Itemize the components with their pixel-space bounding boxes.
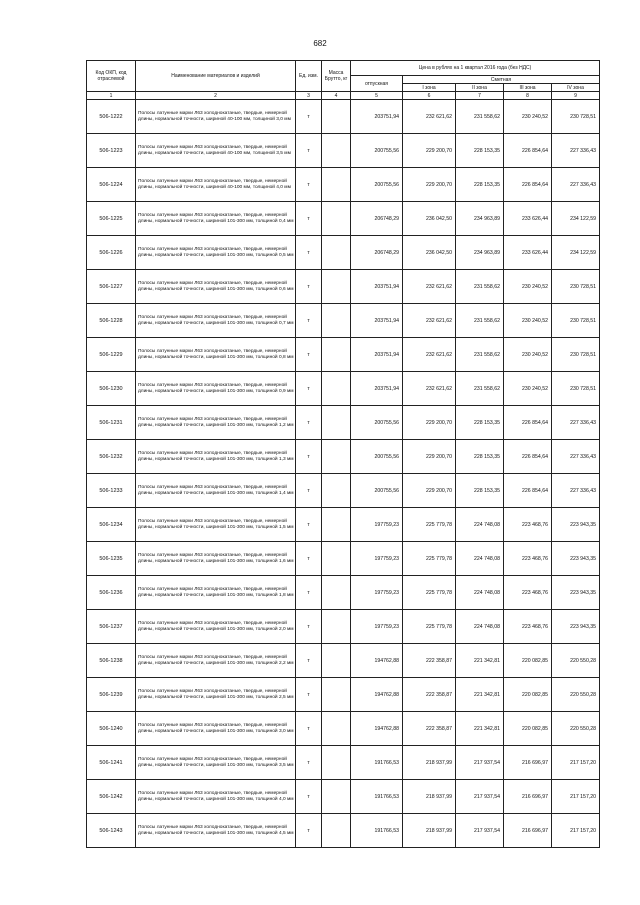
cell-price-zone-3: 220 082,85 [504,678,552,712]
cell-price-zone-2: 231 558,62 [456,372,504,406]
cell-price-zone-2: 224 748,08 [456,576,504,610]
col-header-price: Цена в рублях на 1 квартал 2016 года (без НДС) [351,61,600,76]
cell-code: 506-1240 [87,712,136,746]
cell-mass [322,406,351,440]
cell-mass [322,440,351,474]
col-header-zone-3: III зона [504,84,552,92]
table-row [87,678,600,712]
col-header-otpusk: отпускная [351,76,403,92]
cell-code: 506-1228 [87,304,136,338]
cell-unit: т [296,814,322,848]
cell-price-zone-4: 220 550,28 [552,644,600,678]
col-header-unit: Ед. изм. [296,61,322,92]
cell-price-otpusk: 203751,94 [351,338,403,372]
cell-price-zone-2: 221 342,81 [456,644,504,678]
cell-price-zone-2: 228 153,35 [456,440,504,474]
cell-price-zone-1: 232 621,62 [403,100,456,134]
cell-code: 506-1230 [87,372,136,406]
cell-price-zone-4: 217 157,20 [552,814,600,848]
cell-price-otpusk: 200755,56 [351,134,403,168]
cell-price-zone-1: 236 042,50 [403,236,456,270]
cell-price-zone-1: 232 621,62 [403,304,456,338]
cell-price-zone-3: 226 854,64 [504,440,552,474]
cell-price-zone-3: 233 626,44 [504,236,552,270]
cell-price-zone-3: 220 082,85 [504,644,552,678]
cell-price-zone-3: 223 468,76 [504,576,552,610]
cell-code: 506-1227 [87,270,136,304]
cell-price-otpusk: 206748,29 [351,202,403,236]
cell-name: Полосы латунные марки Л63 холоднокатаные, твердые, немерной длины, нормальной точности, шириной 101-300 мм, толщиной 1,3 мм [136,440,296,474]
cell-price-zone-4: 223 943,35 [552,576,600,610]
cell-name: Полосы латунные марки Л63 холоднокатаные, твердые, немерной длины, нормальной точности, шириной 101-300 мм, толщиной 0,9 мм [136,372,296,406]
cell-price-otpusk: 194762,88 [351,644,403,678]
col-header-mass: Масса Брутто, кг [322,61,351,92]
cell-name: Полосы латунные марки Л63 холоднокатаные, твердые, немерной длины, нормальной точности, шириной 101-300 мм, толщиной 0,6 мм [136,270,296,304]
cell-price-zone-2: 228 153,35 [456,134,504,168]
cell-name: Полосы латунные марки Л63 холоднокатаные, твердые, немерной длины, нормальной точности, шириной 40-100 мм, толщиной 3,5 мм [136,134,296,168]
cell-price-zone-2: 224 748,08 [456,610,504,644]
cell-price-zone-2: 228 153,35 [456,406,504,440]
cell-price-zone-2: 224 748,08 [456,542,504,576]
cell-code: 506-1224 [87,168,136,202]
cell-code: 506-1235 [87,542,136,576]
col-number: 6 [403,92,456,100]
cell-price-zone-4: 217 157,20 [552,780,600,814]
cell-mass [322,678,351,712]
cell-mass [322,610,351,644]
price-table [86,60,600,848]
cell-price-zone-2: 228 153,35 [456,474,504,508]
cell-name: Полосы латунные марки Л63 холоднокатаные, твердые, немерной длины, нормальной точности, шириной 101-300 мм, толщиной 1,2 мм [136,406,296,440]
cell-unit: т [296,440,322,474]
cell-price-zone-4: 227 336,43 [552,168,600,202]
table-row [87,338,600,372]
table-row [87,100,600,134]
cell-price-otpusk: 200755,56 [351,440,403,474]
cell-code: 506-1222 [87,100,136,134]
cell-price-otpusk: 203751,94 [351,100,403,134]
cell-mass [322,100,351,134]
table-row [87,236,600,270]
cell-mass [322,508,351,542]
cell-price-zone-1: 229 200,70 [403,168,456,202]
cell-price-zone-1: 225 779,78 [403,542,456,576]
col-header-zone-2: II зона [456,84,504,92]
col-number: 9 [552,92,600,100]
table-row [87,746,600,780]
cell-mass [322,712,351,746]
cell-mass [322,168,351,202]
cell-price-zone-3: 230 240,52 [504,100,552,134]
cell-mass [322,304,351,338]
cell-name: Полосы латунные марки Л63 холоднокатаные, твердые, немерной длины, нормальной точности, шириной 40-100 мм, толщиной 3,0 мм [136,100,296,134]
cell-price-zone-4: 227 336,43 [552,440,600,474]
cell-code: 506-1223 [87,134,136,168]
cell-price-zone-1: 218 937,99 [403,814,456,848]
cell-price-zone-1: 222 358,87 [403,712,456,746]
cell-unit: т [296,780,322,814]
cell-mass [322,338,351,372]
cell-price-zone-4: 227 336,43 [552,406,600,440]
table-row [87,474,600,508]
cell-price-zone-1: 236 042,50 [403,202,456,236]
col-number: 8 [504,92,552,100]
cell-price-otpusk: 203751,94 [351,372,403,406]
cell-price-zone-2: 228 153,35 [456,168,504,202]
cell-price-otpusk: 197759,23 [351,610,403,644]
cell-price-zone-2: 217 937,54 [456,780,504,814]
cell-price-otpusk: 200755,56 [351,168,403,202]
cell-name: Полосы латунные марки Л63 холоднокатаные, твердые, немерной длины, нормальной точности, шириной 40-100 мм, толщиной 4,0 мм [136,168,296,202]
cell-price-otpusk: 197759,23 [351,576,403,610]
cell-price-zone-2: 234 963,89 [456,202,504,236]
col-header-zone-4: IV зона [552,84,600,92]
table-row [87,168,600,202]
cell-price-zone-3: 223 468,76 [504,508,552,542]
cell-price-otpusk: 200755,56 [351,474,403,508]
cell-mass [322,134,351,168]
cell-price-zone-2: 221 342,81 [456,712,504,746]
col-number: 5 [351,92,403,100]
cell-price-zone-4: 234 122,59 [552,202,600,236]
table-header [87,61,600,100]
cell-name: Полосы латунные марки Л63 холоднокатаные, твердые, немерной длины, нормальной точности, шириной 101-300 мм, толщиной 4,5 мм [136,814,296,848]
cell-price-otpusk: 194762,88 [351,678,403,712]
cell-name: Полосы латунные марки Л63 холоднокатаные, твердые, немерной длины, нормальной точности, шириной 101-300 мм, толщиной 0,4 мм [136,202,296,236]
cell-unit: т [296,474,322,508]
cell-code: 506-1226 [87,236,136,270]
cell-code: 506-1238 [87,644,136,678]
cell-unit: т [296,202,322,236]
cell-price-zone-1: 225 779,78 [403,610,456,644]
cell-price-zone-4: 230 728,51 [552,270,600,304]
col-header-smetnaya: Сметная [403,76,600,84]
cell-mass [322,746,351,780]
cell-price-zone-2: 231 558,62 [456,270,504,304]
cell-unit: т [296,270,322,304]
table-row [87,134,600,168]
cell-unit: т [296,338,322,372]
cell-price-zone-3: 233 626,44 [504,202,552,236]
cell-unit: т [296,406,322,440]
page-number: 682 [313,39,327,48]
table-row [87,644,600,678]
cell-price-zone-4: 230 728,51 [552,304,600,338]
cell-price-zone-3: 220 082,85 [504,712,552,746]
cell-name: Полосы латунные марки Л63 холоднокатаные, твердые, немерной длины, нормальной точности, шириной 101-300 мм, толщиной 1,5 мм [136,508,296,542]
cell-name: Полосы латунные марки Л63 холоднокатаные, твердые, немерной длины, нормальной точности, шириной 101-300 мм, толщиной 2,0 мм [136,610,296,644]
cell-name: Полосы латунные марки Л63 холоднокатаные, твердые, немерной длины, нормальной точности, шириной 101-300 мм, толщиной 4,0 мм [136,780,296,814]
cell-price-zone-3: 230 240,52 [504,270,552,304]
cell-price-zone-3: 226 854,64 [504,474,552,508]
cell-price-otpusk: 203751,94 [351,304,403,338]
cell-price-zone-1: 222 358,87 [403,678,456,712]
cell-mass [322,814,351,848]
cell-price-zone-3: 226 854,64 [504,406,552,440]
cell-unit: т [296,644,322,678]
table-body [87,100,600,848]
cell-mass [322,576,351,610]
cell-price-zone-1: 229 200,70 [403,440,456,474]
cell-code: 506-1243 [87,814,136,848]
cell-code: 506-1233 [87,474,136,508]
cell-price-zone-4: 227 336,43 [552,474,600,508]
cell-mass [322,270,351,304]
cell-price-zone-4: 223 943,35 [552,508,600,542]
cell-unit: т [296,712,322,746]
cell-price-otpusk: 197759,23 [351,508,403,542]
cell-price-zone-3: 223 468,76 [504,542,552,576]
table-row [87,780,600,814]
cell-mass [322,644,351,678]
cell-price-otpusk: 200755,56 [351,406,403,440]
table-row [87,372,600,406]
col-header-zone-1: I зона [403,84,456,92]
cell-price-otpusk: 206748,29 [351,236,403,270]
cell-price-zone-1: 225 779,78 [403,576,456,610]
cell-unit: т [296,746,322,780]
cell-price-zone-1: 229 200,70 [403,406,456,440]
cell-unit: т [296,678,322,712]
cell-code: 506-1231 [87,406,136,440]
cell-price-zone-4: 227 336,43 [552,134,600,168]
cell-price-zone-2: 221 342,81 [456,678,504,712]
table-row [87,304,600,338]
cell-price-zone-1: 229 200,70 [403,474,456,508]
cell-price-zone-1: 232 621,62 [403,338,456,372]
cell-unit: т [296,134,322,168]
cell-name: Полосы латунные марки Л63 холоднокатаные, твердые, немерной длины, нормальной точности, шириной 101-300 мм, толщиной 0,5 мм [136,236,296,270]
cell-price-zone-3: 216 696,97 [504,746,552,780]
col-header-name: Наименование материалов и изделий [136,61,296,92]
cell-price-zone-2: 231 558,62 [456,304,504,338]
cell-name: Полосы латунные марки Л63 холоднокатаные, твердые, немерной длины, нормальной точности, шириной 101-300 мм, толщиной 2,5 мм [136,678,296,712]
col-number: 1 [87,92,136,100]
cell-price-zone-3: 226 854,64 [504,134,552,168]
cell-price-zone-3: 216 696,97 [504,814,552,848]
cell-price-zone-2: 224 748,08 [456,508,504,542]
cell-name: Полосы латунные марки Л63 холоднокатаные, твердые, немерной длины, нормальной точности, шириной 101-300 мм, толщиной 0,8 мм [136,338,296,372]
cell-price-zone-2: 217 937,54 [456,814,504,848]
cell-price-zone-4: 223 943,35 [552,542,600,576]
cell-price-otpusk: 197759,23 [351,542,403,576]
cell-price-otpusk: 191766,53 [351,780,403,814]
cell-price-zone-1: 218 937,99 [403,746,456,780]
cell-price-zone-4: 217 157,20 [552,746,600,780]
cell-price-zone-1: 218 937,99 [403,780,456,814]
table-row [87,814,600,848]
cell-name: Полосы латунные марки Л63 холоднокатаные, твердые, немерной длины, нормальной точности, шириной 101-300 мм, толщиной 1,6 мм [136,542,296,576]
cell-price-otpusk: 194762,88 [351,712,403,746]
cell-unit: т [296,610,322,644]
cell-mass [322,474,351,508]
cell-code: 506-1236 [87,576,136,610]
cell-price-zone-3: 230 240,52 [504,338,552,372]
cell-code: 506-1239 [87,678,136,712]
cell-price-zone-3: 230 240,52 [504,372,552,406]
cell-mass [322,372,351,406]
cell-price-zone-2: 234 963,89 [456,236,504,270]
col-number: 2 [136,92,296,100]
cell-code: 506-1234 [87,508,136,542]
table-row [87,712,600,746]
table-row [87,440,600,474]
cell-unit: т [296,236,322,270]
cell-code: 506-1232 [87,440,136,474]
cell-price-zone-3: 226 854,64 [504,168,552,202]
cell-mass [322,236,351,270]
cell-unit: т [296,168,322,202]
col-number: 4 [322,92,351,100]
cell-price-zone-1: 232 621,62 [403,372,456,406]
cell-name: Полосы латунные марки Л63 холоднокатаные, твердые, немерной длины, нормальной точности, шириной 101-300 мм, толщиной 3,0 мм [136,712,296,746]
cell-price-otpusk: 203751,94 [351,270,403,304]
col-number: 7 [456,92,504,100]
cell-price-zone-4: 234 122,59 [552,236,600,270]
table-row [87,406,600,440]
cell-price-zone-4: 220 550,28 [552,678,600,712]
col-header-code: Код ОКП, код отраслевой [87,61,136,92]
table-row [87,610,600,644]
cell-price-zone-2: 231 558,62 [456,338,504,372]
cell-code: 506-1237 [87,610,136,644]
column-numbers-row [87,92,600,100]
cell-price-zone-2: 217 937,54 [456,746,504,780]
cell-price-otpusk: 191766,53 [351,746,403,780]
table-row [87,508,600,542]
cell-unit: т [296,100,322,134]
col-number: 3 [296,92,322,100]
table-row [87,202,600,236]
table-row [87,270,600,304]
cell-mass [322,202,351,236]
cell-price-zone-4: 230 728,51 [552,372,600,406]
cell-price-zone-1: 232 621,62 [403,270,456,304]
cell-price-zone-4: 220 550,28 [552,712,600,746]
cell-price-zone-4: 230 728,51 [552,338,600,372]
cell-price-zone-3: 216 696,97 [504,780,552,814]
cell-unit: т [296,576,322,610]
cell-name: Полосы латунные марки Л63 холоднокатаные, твердые, немерной длины, нормальной точности, шириной 101-300 мм, толщиной 3,5 мм [136,746,296,780]
cell-code: 506-1241 [87,746,136,780]
table-row [87,542,600,576]
cell-name: Полосы латунные марки Л63 холоднокатаные, твердые, немерной длины, нормальной точности, шириной 101-300 мм, толщиной 1,4 мм [136,474,296,508]
cell-code: 506-1242 [87,780,136,814]
cell-name: Полосы латунные марки Л63 холоднокатаные, твердые, немерной длины, нормальной точности, шириной 101-300 мм, толщиной 0,7 мм [136,304,296,338]
cell-price-zone-1: 222 358,87 [403,644,456,678]
cell-unit: т [296,372,322,406]
cell-mass [322,542,351,576]
cell-price-zone-3: 223 468,76 [504,610,552,644]
cell-price-zone-1: 225 779,78 [403,508,456,542]
cell-price-zone-4: 223 943,35 [552,610,600,644]
cell-unit: т [296,542,322,576]
cell-unit: т [296,304,322,338]
cell-name: Полосы латунные марки Л63 холоднокатаные, твердые, немерной длины, нормальной точности, шириной 101-300 мм, толщиной 1,8 мм [136,576,296,610]
cell-price-zone-2: 231 558,62 [456,100,504,134]
cell-code: 506-1229 [87,338,136,372]
cell-unit: т [296,508,322,542]
table-row [87,576,600,610]
cell-mass [322,780,351,814]
cell-price-zone-3: 230 240,52 [504,304,552,338]
cell-price-otpusk: 191766,53 [351,814,403,848]
cell-price-zone-1: 229 200,70 [403,134,456,168]
cell-code: 506-1225 [87,202,136,236]
cell-price-zone-4: 230 728,51 [552,100,600,134]
cell-name: Полосы латунные марки Л63 холоднокатаные, твердые, немерной длины, нормальной точности, шириной 101-300 мм, толщиной 2,2 мм [136,644,296,678]
